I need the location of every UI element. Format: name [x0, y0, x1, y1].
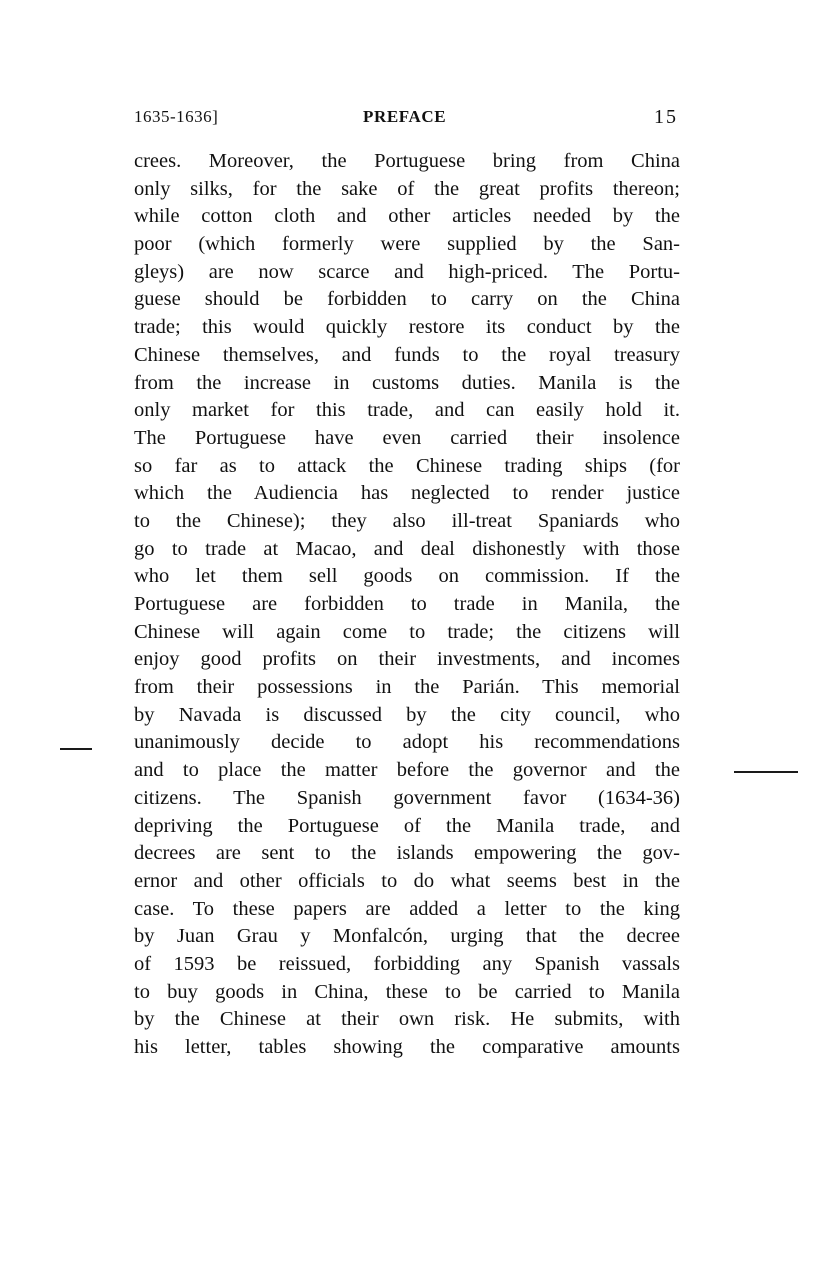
text-line: ernor and other officials to do what seems best in the	[134, 869, 680, 892]
text-line: citizens. The Spanish government favor (1634-36)	[134, 786, 680, 809]
text-line: to the Chinese); they also ill-treat Spaniards who	[134, 509, 680, 532]
text-line: only market for this trade, and can easily hold it.	[134, 399, 680, 422]
text-line: depriving the Portuguese of the Manila trade, and	[134, 814, 680, 837]
text-line: guese should be forbidden to carry on the China	[134, 288, 680, 311]
text-line: from the increase in customs duties. Manila is the	[134, 371, 680, 394]
text-line: enjoy good profits on their investments, and incomes	[134, 648, 680, 671]
text-line: Chinese themselves, and funds to the royal treasury	[134, 343, 680, 366]
header-date-range: 1635-1636]	[134, 107, 219, 126]
text-line: go to trade at Macao, and deal dishonestly with those	[134, 537, 680, 560]
body-paragraph	[134, 148, 680, 1062]
text-line: who let them sell goods on commission. If the	[134, 565, 680, 588]
text-line: by Navada is discussed by the city council, who	[134, 703, 680, 726]
text-line: decrees are sent to the islands empowering the gov-	[134, 842, 680, 865]
text-line: unanimously decide to adopt his recommendations	[134, 731, 680, 754]
text-line: and to place the matter before the governor and the	[134, 759, 680, 782]
text-line: poor (which formerly were supplied by the San-	[134, 233, 680, 256]
text-line: crees. Moreover, the Portuguese bring from China	[134, 150, 680, 172]
header-title: PREFACE	[363, 107, 447, 126]
text-line: which the Audiencia has neglected to render justice	[134, 482, 680, 505]
text-line: from their possessions in the Parián. This memorial	[134, 676, 680, 699]
text-line: Chinese will again come to trade; the citizens will	[134, 620, 680, 643]
text-line: by the Chinese at their own risk. He submits, with	[134, 1008, 680, 1031]
text-line: The Portuguese have even carried their insolence	[134, 426, 680, 449]
text-line: by Juan Grau y Monfalcón, urging that the decree	[134, 925, 680, 948]
text-line: to buy goods in China, these to be carried to Manila	[134, 980, 680, 1003]
margin-rule-right	[734, 771, 798, 773]
text-line: case. To these papers are added a letter to the king	[134, 897, 680, 920]
text-line: his letter, tables showing the comparative amounts	[134, 1036, 680, 1058]
text-line: of 1593 be reissued, forbidding any Spanish vassals	[134, 952, 680, 975]
page-number: 15	[654, 106, 678, 128]
text-line: trade; this would quickly restore its conduct by the	[134, 316, 680, 339]
text-line: while cotton cloth and other articles needed by the	[134, 205, 680, 228]
text-line: Portuguese are forbidden to trade in Manila, the	[134, 593, 680, 615]
running-header	[134, 104, 678, 130]
text-line: gleys) are now scarce and high-priced. The Portu-	[134, 260, 680, 283]
margin-rule-left	[60, 748, 92, 750]
text-line: only silks, for the sake of the great profits thereon;	[134, 177, 680, 200]
text-line: so far as to attack the Chinese trading ships (for	[134, 454, 680, 477]
